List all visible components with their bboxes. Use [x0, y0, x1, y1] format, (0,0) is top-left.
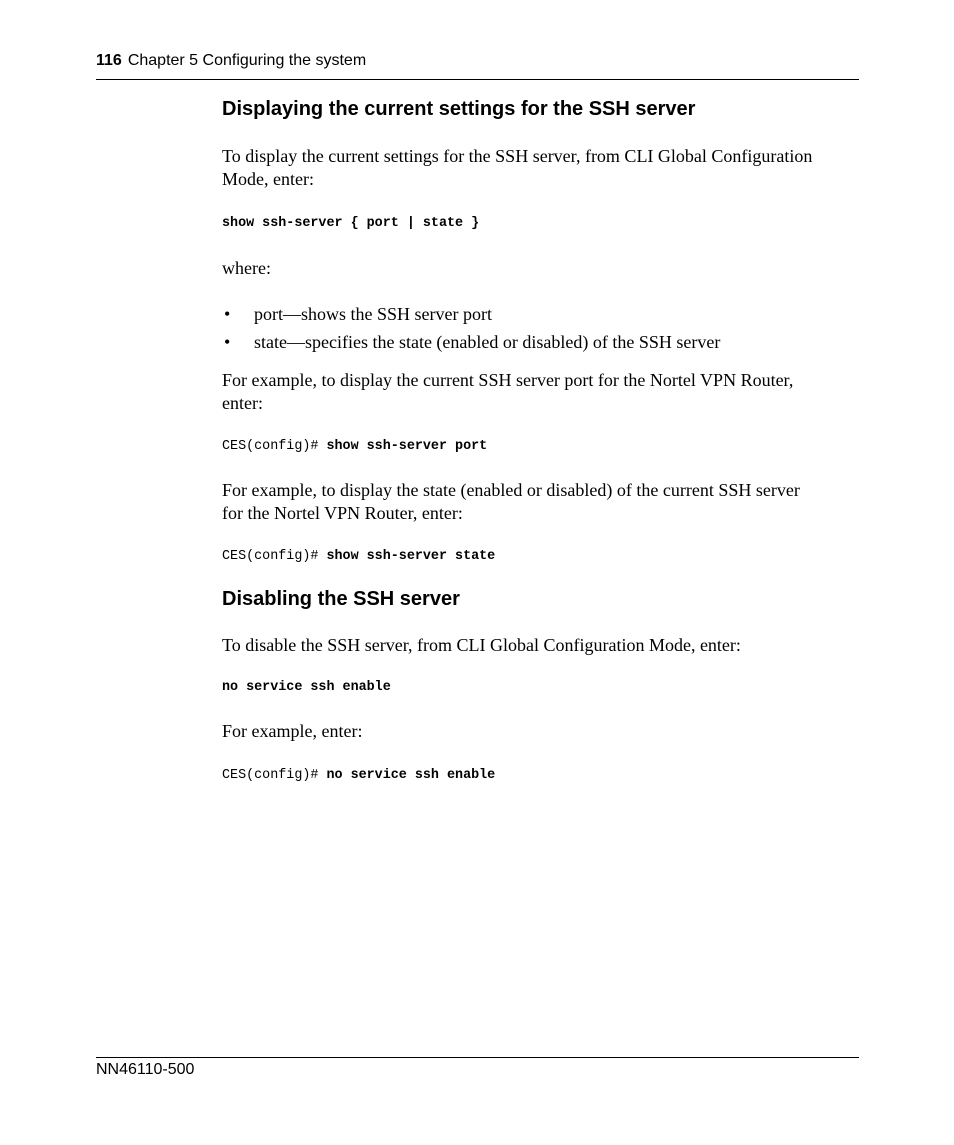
- header-rule: [96, 79, 859, 80]
- page-number: 116: [96, 52, 122, 69]
- example-paragraph-port: [222, 369, 862, 415]
- list-item-text: port—shows the SSH server port: [254, 304, 492, 324]
- syntax-text: show ssh-server { port | state }: [222, 216, 480, 231]
- disable-intro: To disable the SSH server, from CLI Global Configuration Mode, enter:: [222, 635, 741, 655]
- cli-prompt: CES(config)#: [222, 439, 327, 454]
- section-heading-disable-ssh: Disabling the SSH server: [222, 588, 460, 610]
- example-line-1: For example, to display the current SSH server port for the Nortel VPN Router,: [222, 370, 794, 390]
- list-item-text: state—specifies the state (enabled or disabled) of the SSH server: [254, 332, 721, 352]
- page-content: [222, 95, 862, 785]
- example-line-2: for the Nortel VPN Router, enter:: [222, 503, 463, 523]
- example-command-state: [222, 548, 862, 566]
- cli-command: show ssh-server state: [326, 549, 496, 564]
- disable-example-intro: For example, enter:: [222, 721, 363, 741]
- list-item: [222, 303, 862, 326]
- cli-command: no service ssh enable: [326, 768, 496, 783]
- example-command-port: [222, 438, 862, 456]
- document-id: NN46110-500: [96, 1061, 195, 1078]
- chapter-title: Chapter 5 Configuring the system: [127, 52, 367, 69]
- cli-command: show ssh-server port: [326, 439, 488, 454]
- bullet-icon: •: [224, 304, 231, 324]
- cli-prompt: CES(config)#: [222, 768, 327, 783]
- intro-paragraph: [222, 145, 862, 191]
- disable-syntax-command: [222, 679, 862, 697]
- intro-line-2: Mode, enter:: [222, 169, 314, 189]
- list-item: [222, 331, 862, 354]
- syntax-text: no service ssh enable: [222, 680, 391, 695]
- section-heading-display-settings: Displaying the current settings for the SSH server: [222, 98, 696, 120]
- parameter-list: [222, 303, 862, 354]
- example-line-1: For example, to display the state (enabled or disabled) of the current SSH server: [222, 480, 800, 500]
- page-header: [96, 51, 366, 71]
- footer-rule: [96, 1057, 859, 1058]
- disable-example-command: [222, 767, 862, 785]
- syntax-command: [222, 215, 862, 233]
- where-label: where:: [222, 258, 271, 278]
- example-paragraph-state: [222, 479, 862, 525]
- cli-prompt: CES(config)#: [222, 549, 327, 564]
- intro-line-1: To display the current settings for the SSH server, from CLI Global Configuration: [222, 146, 813, 166]
- example-line-2: enter:: [222, 393, 263, 413]
- bullet-icon: •: [224, 332, 231, 352]
